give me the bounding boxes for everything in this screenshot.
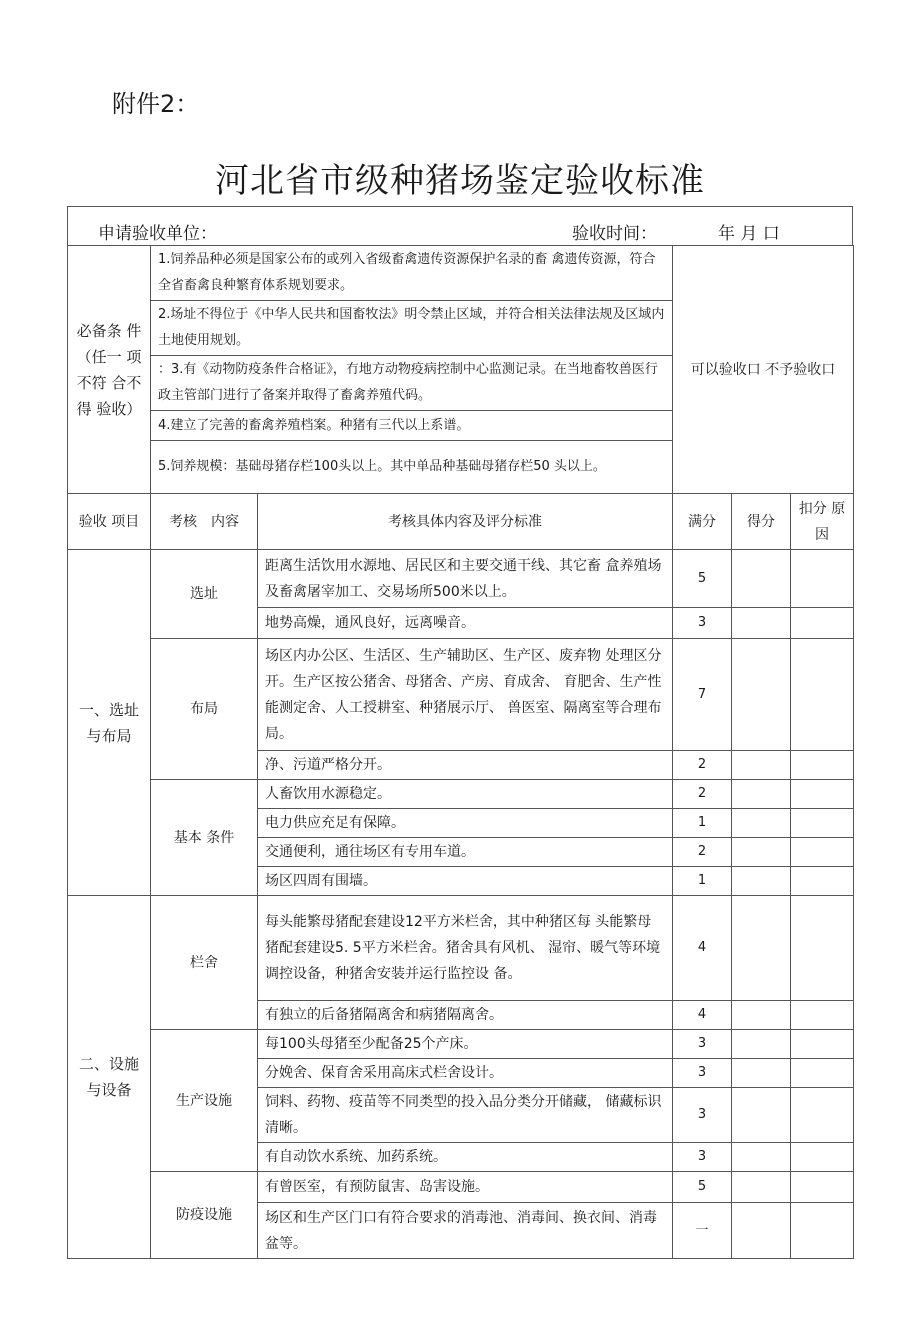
reason-cell[interactable] <box>791 838 854 867</box>
row-full-score: 一 <box>673 1203 732 1259</box>
section-2-label: 二、设施与设备 <box>68 896 151 1259</box>
condition-3: ：3.有《动物防疫条件合格证》，冇地方动物疫病控制中心监测记录。在当地畜牧兽医行政主管部门进行了备案并取得了畜禽养殖代码。 <box>151 356 673 411</box>
row-full-score: 4 <box>673 1001 732 1030</box>
row-full-score: 3 <box>673 1059 732 1088</box>
col-item: 验收 项目 <box>68 494 151 550</box>
row-full-score: 1 <box>673 809 732 838</box>
reason-cell[interactable] <box>791 1203 854 1259</box>
row-full-score: 2 <box>673 838 732 867</box>
score-cell[interactable] <box>732 780 791 809</box>
score-cell[interactable] <box>732 809 791 838</box>
group-pens: 栏舍 <box>151 896 258 1030</box>
row-text: 饲料、药物、疫苗等不同类型的投入品分类分开储藏， 储藏标识清晰。 <box>258 1088 673 1143</box>
score-cell[interactable] <box>732 1059 791 1088</box>
row-text: 每头能繁母猪配套建设12平方米栏舍，其中种猪区每 头能繁母猪配套建设5. 5平方米栏舍。猪舍具有风机、 湿帘、暖气等环境调控设备，种猪舍安装并运行监控设 备。 <box>258 896 673 1001</box>
reason-cell[interactable] <box>791 1143 854 1172</box>
score-cell[interactable] <box>732 1203 791 1259</box>
row-text: 场区内办公区、生活区、生产辅助区、生产区、废弃物 处理区分开。生产区按公猪舍、母猪舍、产房、育成舍、 育肥舍、生产性能测定舍、人工授耕室、种猪展示厅、 兽医室、隔离室等合理布局。 <box>258 639 673 751</box>
evaluation-form <box>67 206 853 1259</box>
reason-cell[interactable] <box>791 608 854 639</box>
group-site-selection: 选址 <box>151 550 258 639</box>
table-row <box>68 639 854 751</box>
group-layout: 布局 <box>151 639 258 780</box>
row-full-score: 5 <box>673 1172 732 1203</box>
reason-cell[interactable] <box>791 809 854 838</box>
row-text: 有自动饮水系统、加药系统。 <box>258 1143 673 1172</box>
prerequisite-label: 必备条 件（任一 项不符 合不得 验收） <box>68 246 151 494</box>
score-cell[interactable] <box>732 1088 791 1143</box>
row-full-score: 3 <box>673 1088 732 1143</box>
attachment-label: 附件2： <box>112 90 200 118</box>
reason-cell[interactable] <box>791 780 854 809</box>
row-full-score: 2 <box>673 780 732 809</box>
applicant-label: 申请验收单位： <box>98 224 217 244</box>
score-cell[interactable] <box>732 867 791 896</box>
reason-cell[interactable] <box>791 1059 854 1088</box>
score-cell[interactable] <box>732 639 791 751</box>
row-text: 有独立的后备猪隔离舍和病猪隔离舍。 <box>258 1001 673 1030</box>
condition-1: 1.饲养品种必须是国家公布的或列入省级畜禽遗传资源保护名录的畜 禽遗传资源，符合全省畜禽良种繁育体系规划要求。 <box>151 246 673 301</box>
row-full-score: 5 <box>673 550 732 608</box>
score-cell[interactable] <box>732 896 791 1001</box>
row-text: 有曾医室，有预防鼠害、岛害设施。 <box>258 1172 673 1203</box>
row-text: 地势高燥，通风良好，远离噪音。 <box>258 608 673 639</box>
column-header-row <box>68 494 854 550</box>
reason-cell[interactable] <box>791 1001 854 1030</box>
score-cell[interactable] <box>732 1143 791 1172</box>
row-full-score: 4 <box>673 896 732 1001</box>
acceptance-result-options: 可以验收口 不予验收口 <box>673 246 854 494</box>
group-epidemic-prevention: 防疫设施 <box>151 1172 258 1259</box>
condition-4: 4.建立了完善的畜禽养殖档案。种猪有三代以上系谱。 <box>151 411 673 441</box>
reason-cell[interactable] <box>791 896 854 1001</box>
row-text: 净、污道严格分开。 <box>258 751 673 780</box>
section-1-label: 一、选址与布局 <box>68 550 151 896</box>
time-label: 验收时间： <box>572 224 657 244</box>
reason-cell[interactable] <box>791 1030 854 1059</box>
row-text: 场区和生产区门口有符合要求的消毒池、消毒间、换衣间、消毒盆等。 <box>258 1203 673 1259</box>
score-cell[interactable] <box>732 1172 791 1203</box>
row-text: 场区四周有围墙。 <box>258 867 673 896</box>
row-full-score: 3 <box>673 608 732 639</box>
score-cell[interactable] <box>732 1001 791 1030</box>
table-row <box>68 1030 854 1059</box>
row-text: 分娩舍、保育舍采用高床式栏舍设计。 <box>258 1059 673 1088</box>
reason-cell[interactable] <box>791 639 854 751</box>
row-full-score: 7 <box>673 639 732 751</box>
score-cell[interactable] <box>732 550 791 608</box>
document-title: 河北省市级种猪场鉴定验收标准 <box>215 161 705 201</box>
group-basic-conditions: 基本 条件 <box>151 780 258 896</box>
score-cell[interactable] <box>732 751 791 780</box>
condition-5: 5.饲养规模：基础母猪存栏100头以上。其中单品种基础母猪存栏50 头以上。 <box>151 441 673 494</box>
date-placeholder: 年 月 口 <box>718 224 780 244</box>
row-text: 每100头母猪至少配备25个产床。 <box>258 1030 673 1059</box>
table-row <box>68 1172 854 1203</box>
col-score: 得分 <box>732 494 791 550</box>
group-production-facilities: 生产设施 <box>151 1030 258 1172</box>
row-text: 距离生活饮用水源地、居民区和主要交通干线、其它畜 盒养殖场及畜禽屠宰加工、交易场所500米以上。 <box>258 550 673 608</box>
reason-cell[interactable] <box>791 867 854 896</box>
row-text: 电力供应充足有保障。 <box>258 809 673 838</box>
score-cell[interactable] <box>732 838 791 867</box>
reason-cell[interactable] <box>791 550 854 608</box>
col-detail: 考核具体内容及评分标准 <box>258 494 673 550</box>
form-header <box>67 206 853 245</box>
col-full-score: 满分 <box>673 494 732 550</box>
score-cell[interactable] <box>732 1030 791 1059</box>
standards-table <box>67 245 854 1259</box>
row-text: 人畜饮用水源稳定。 <box>258 780 673 809</box>
row-full-score: 2 <box>673 751 732 780</box>
row-text: 交通便利，通往场区有专用车道。 <box>258 838 673 867</box>
row-full-score: 1 <box>673 867 732 896</box>
reason-cell[interactable] <box>791 1088 854 1143</box>
reason-cell[interactable] <box>791 1172 854 1203</box>
condition-2: 2.场址不得位于《中华人民共和国畜牧法》明令禁止区域，并符合相关法律法规及区域内土地使用规划。 <box>151 301 673 356</box>
score-cell[interactable] <box>732 608 791 639</box>
table-row <box>68 896 854 1001</box>
row-full-score: 3 <box>673 1143 732 1172</box>
col-reason: 扣分 原因 <box>791 494 854 550</box>
col-content: 考核 内容 <box>151 494 258 550</box>
row-full-score: 3 <box>673 1030 732 1059</box>
table-row <box>68 780 854 809</box>
reason-cell[interactable] <box>791 751 854 780</box>
table-row <box>68 550 854 608</box>
